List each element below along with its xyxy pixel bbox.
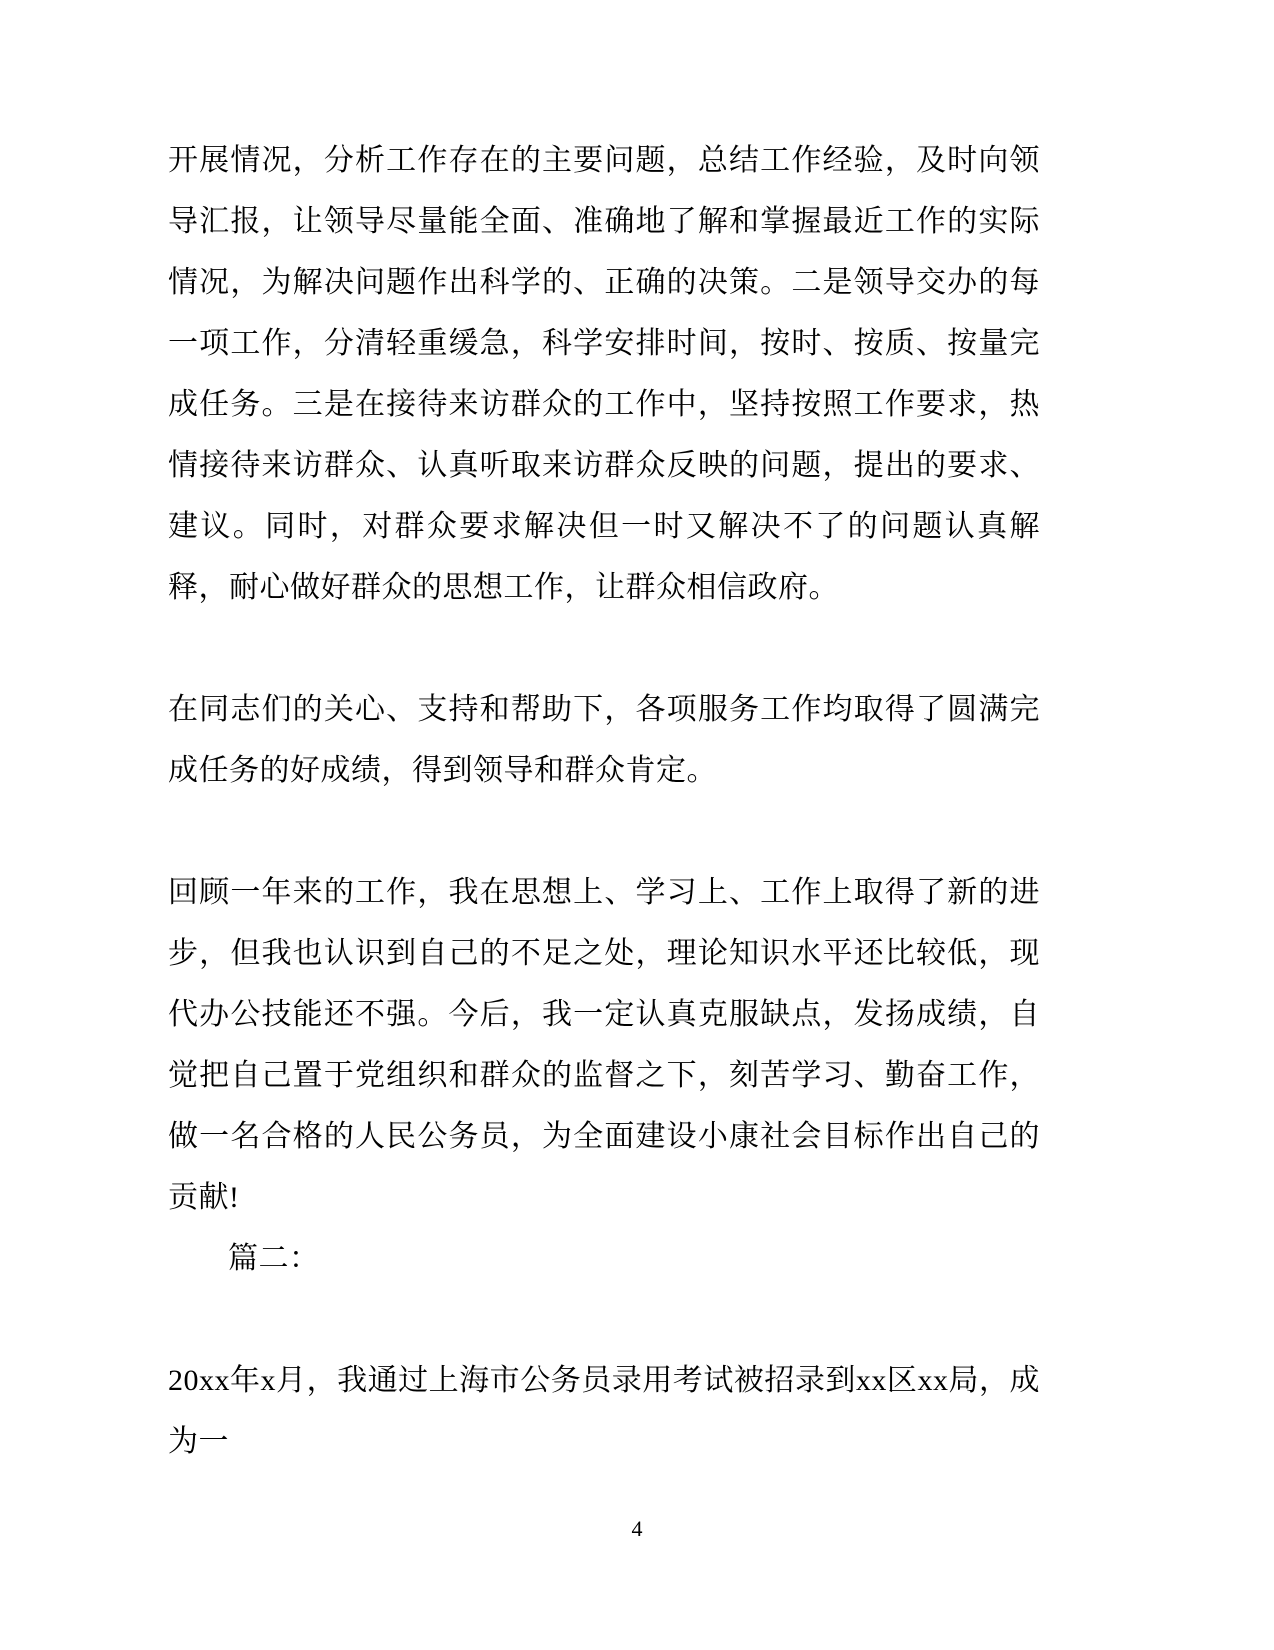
paragraph-5: 20xx年x月，我通过上海市公务员录用考试被招录到xx区xx局，成为一 <box>168 1364 1040 1458</box>
paragraph-spacer <box>168 801 1040 862</box>
document-body <box>168 130 1040 1472</box>
page-number: 4 <box>631 1516 643 1541</box>
paragraph-2: 在同志们的关心、支持和帮助下，各项服务工作均取得了圆满完成任务的好成绩，得到领导和群众肯定。 <box>168 693 1040 787</box>
paragraph-1: 开展情况，分析工作存在的主要问题，总结工作经验，及时向领导汇报，让领导尽量能全面、准确地了解和掌握最近工作的实际情况，为解决问题作出科学的、正确的决策。二是领导交办的每一项工作，分清轻重缓急，科学安排时间，按时、按质、按量完成任务。三是在接待来访群众的工作中，坚持按照工作要求，热情接待来访群众、认真听取来访群众反映的问题，提出的要求、建议。同时，对群众要求解决但一时又解决不了的问题认真解释，耐心做好群众的思想工作，让群众相信政府。 <box>168 144 1040 604</box>
paragraph-3: 回顾一年来的工作，我在思想上、学习上、工作上取得了新的进步，但我也认识到自己的不足之处，理论知识水平还比较低，现代办公技能还不强。今后，我一定认真克服缺点，发扬成绩，自觉把自己置于党组织和群众的监督之下，刻苦学习、勤奋工作，做一名合格的人民公务员，为全面建设小康社会目标作出自己的贡献! <box>168 876 1040 1214</box>
paragraph-spacer <box>168 1289 1040 1350</box>
paragraph-spacer <box>168 618 1040 679</box>
paragraph-4-section-heading: 篇二： <box>228 1242 320 1275</box>
